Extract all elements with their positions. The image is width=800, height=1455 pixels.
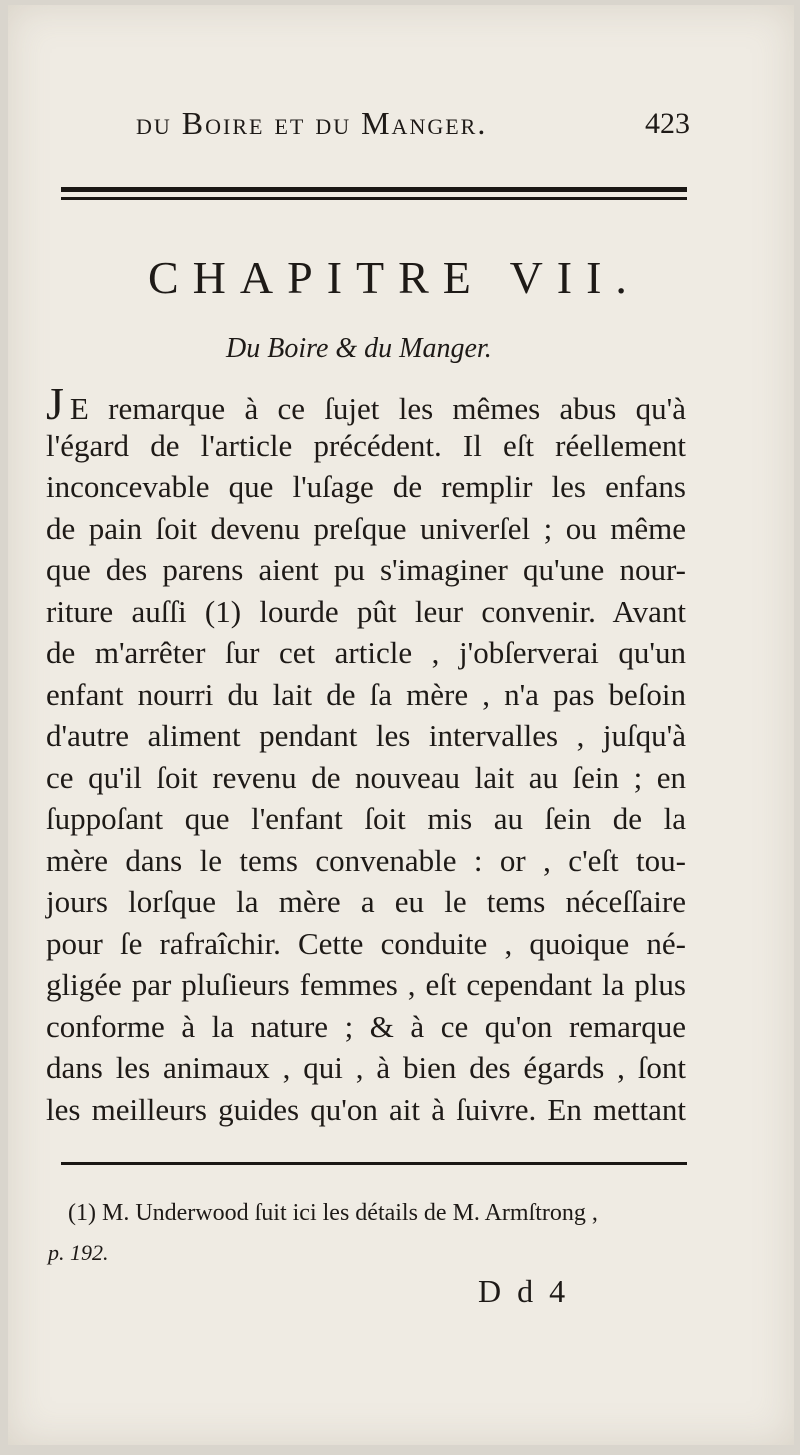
text-line: inconcevable que l'uſage de remplir les enfans <box>46 469 686 504</box>
text-line: d'autre aliment pendant les intervalles , juſqu'à <box>46 718 686 753</box>
text-line: conforme à la nature ; & à ce qu'on remarque <box>46 1008 686 1044</box>
header-rule-thick <box>61 187 687 192</box>
footnote: (1) M. Underwood ſuit ici les détails de M. Armſtrong , <box>68 1200 598 1226</box>
text-line <box>46 378 686 429</box>
book-page <box>8 5 794 1445</box>
text-line: de m'arrêter ſur cet article , j'obſerverai qu'un <box>46 635 686 670</box>
chapter-title: CHAPITRE VII. <box>148 252 641 303</box>
body-text <box>46 378 686 1130</box>
text-line: riture auſſi (1) lourde pût leur convenir. Avant <box>46 593 686 629</box>
text-line: dans les animaux , qui , à bien des égards , ſont <box>46 1050 686 1085</box>
drop-cap: J <box>46 378 64 429</box>
text-line: de pain ſoit devenu preſque univerſel ; ou même <box>46 510 686 546</box>
header-rule-thin <box>61 197 687 200</box>
text-line: mère dans le tems convenable : or , c'eſt tou- <box>46 842 686 878</box>
signature-mark: D d 4 <box>478 1273 570 1309</box>
running-head <box>136 105 696 145</box>
text-line-content: E remarque à ce ſujet les mêmes abus qu'à <box>69 391 686 426</box>
footnote-continuation: p. 192. <box>48 1240 109 1265</box>
running-head-title: du Boire et du Manger. <box>136 105 488 141</box>
text-line: l'égard de l'article précédent. Il eſt réellement <box>46 427 686 463</box>
page-number: 423 <box>645 107 690 140</box>
text-line: pour ſe rafraîchir. Cette conduite , quoique né- <box>46 925 686 961</box>
text-line: que des parens aient pu s'imaginer qu'une nour- <box>46 552 686 587</box>
text-line: ſuppoſant que l'enfant ſoit mis au ſein de la <box>46 801 686 836</box>
text-line: ce qu'il ſoit revenu de nouveau lait au ſein ; en <box>46 759 686 795</box>
text-line: enfant nourri du lait de ſa mère , n'a pas beſoin <box>46 676 686 712</box>
text-line: gligée par pluſieurs femmes , eſt cependant la plus <box>46 967 686 1002</box>
text-line: les meilleurs guides qu'on ait à ſuivre. En mettant <box>46 1091 686 1127</box>
text-line: jours lorſque la mère a eu le tems néceſſaire <box>46 884 686 919</box>
footnote-rule <box>61 1162 687 1165</box>
chapter-subtitle: Du Boire & du Manger. <box>226 333 492 364</box>
